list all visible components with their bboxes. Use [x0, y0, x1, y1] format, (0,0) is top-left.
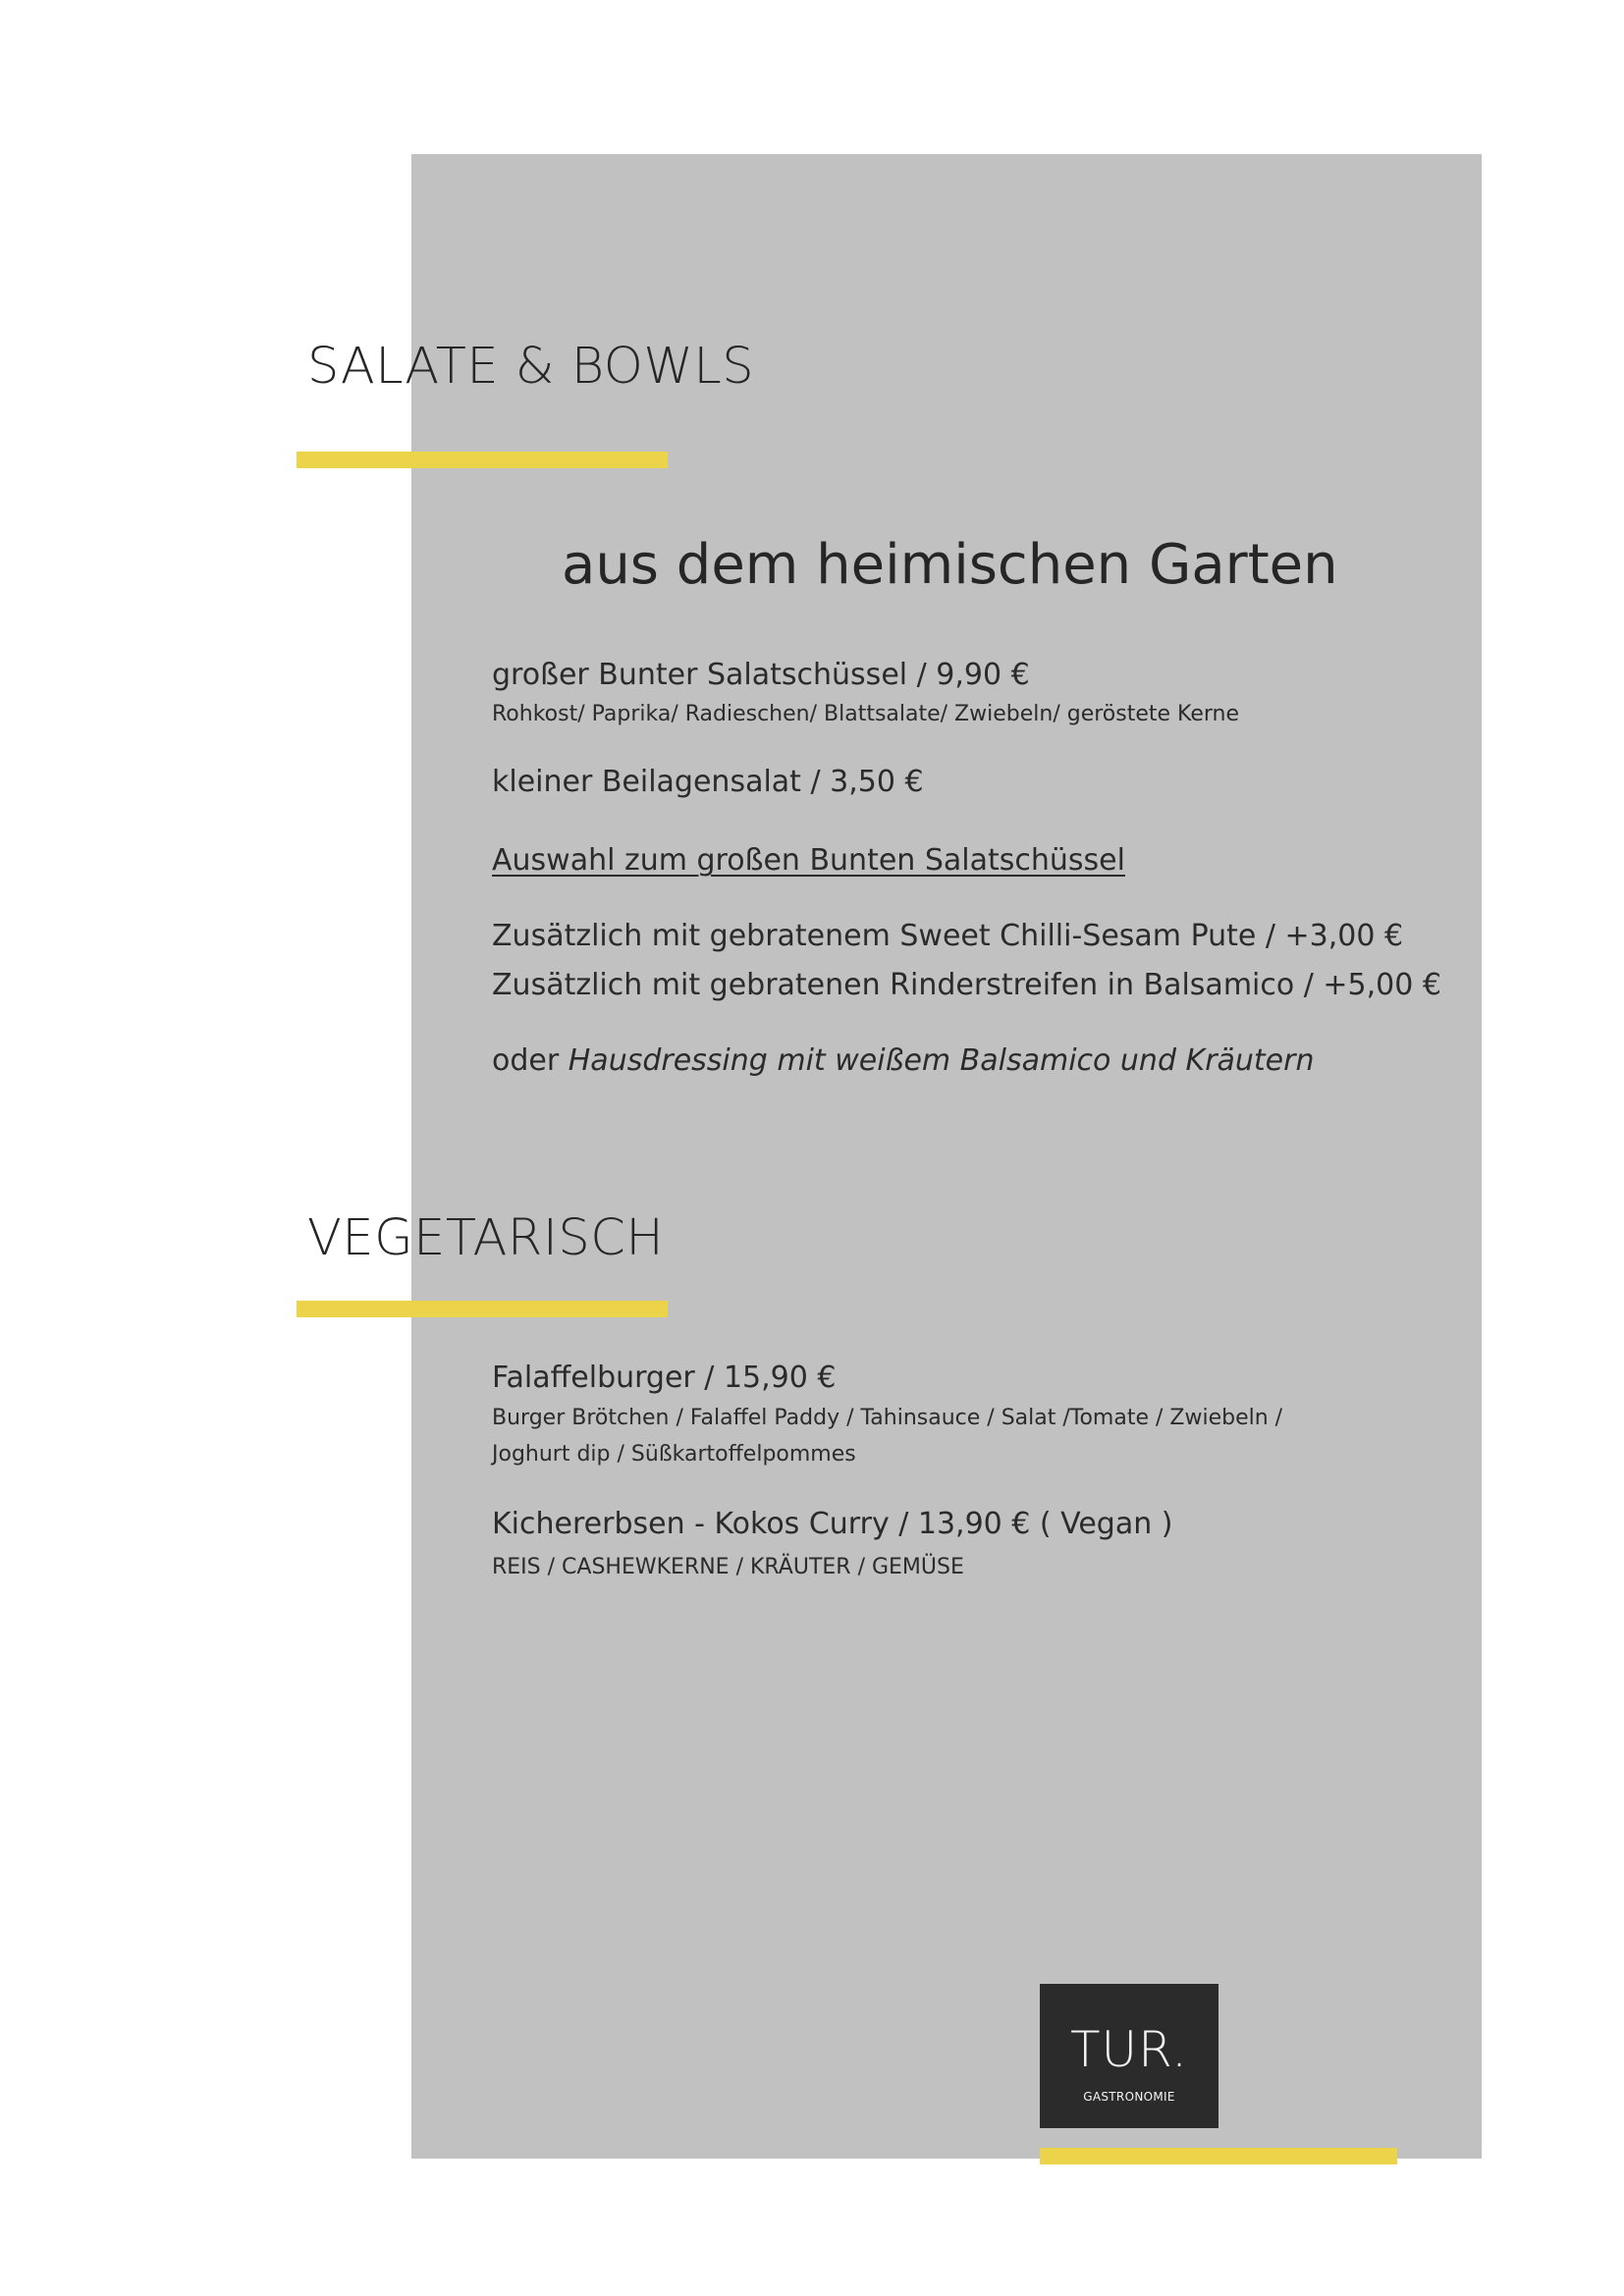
options-heading: Auswahl zum großen Bunten Salatschüssel	[492, 843, 1125, 878]
section-title-salate: SALATE & BOWLS	[307, 338, 755, 396]
dressing-name: Hausdressing mit weißem Balsamico und Kräutern	[568, 1043, 1315, 1078]
logo-text: TUR.	[1070, 2021, 1188, 2078]
menu-item-description: REIS / CASHEWKERNE / KRÄUTER / GEMÜSE	[492, 1555, 964, 1579]
dressing-line	[492, 1043, 1315, 1078]
dressing-prefix: oder	[492, 1043, 560, 1078]
menu-item-description: Burger Brötchen / Falaffel Paddy / Tahinsauce / Salat /Tomate / Zwiebeln /	[492, 1406, 1283, 1430]
menu-item-description: Rohkost/ Paprika/ Radieschen/ Blattsalate/ Zwiebeln/ geröstete Kerne	[492, 702, 1240, 726]
section-title-underline-bar	[297, 1301, 668, 1317]
menu-item-name: Kichererbsen - Kokos Curry / 13,90 € ( Vegan )	[492, 1507, 1173, 1541]
option-line: Zusätzlich mit gebratenem Sweet Chilli-Sesam Pute / +3,00 €	[492, 919, 1404, 953]
logo-subtext: GASTRONOMIE	[1083, 2090, 1175, 2104]
logo-accent-bar	[1040, 2148, 1397, 2164]
menu-item-name: kleiner Beilagensalat / 3,50 €	[492, 765, 924, 799]
section-subtitle: aus dem heimischen Garten	[562, 533, 1338, 597]
section-title-underline-bar	[297, 452, 668, 468]
section-title-vegetarisch: VEGETARISCH	[307, 1209, 665, 1267]
menu-item-description: Joghurt dip / Süßkartoffelpommes	[492, 1442, 856, 1467]
menu-item-name: Falaffelburger / 15,90 €	[492, 1361, 837, 1395]
brand-logo	[1040, 1984, 1218, 2128]
option-line: Zusätzlich mit gebratenen Rinderstreifen in Balsamico / +5,00 €	[492, 968, 1441, 1002]
menu-item-name: großer Bunter Salatschüssel / 9,90 €	[492, 658, 1030, 692]
